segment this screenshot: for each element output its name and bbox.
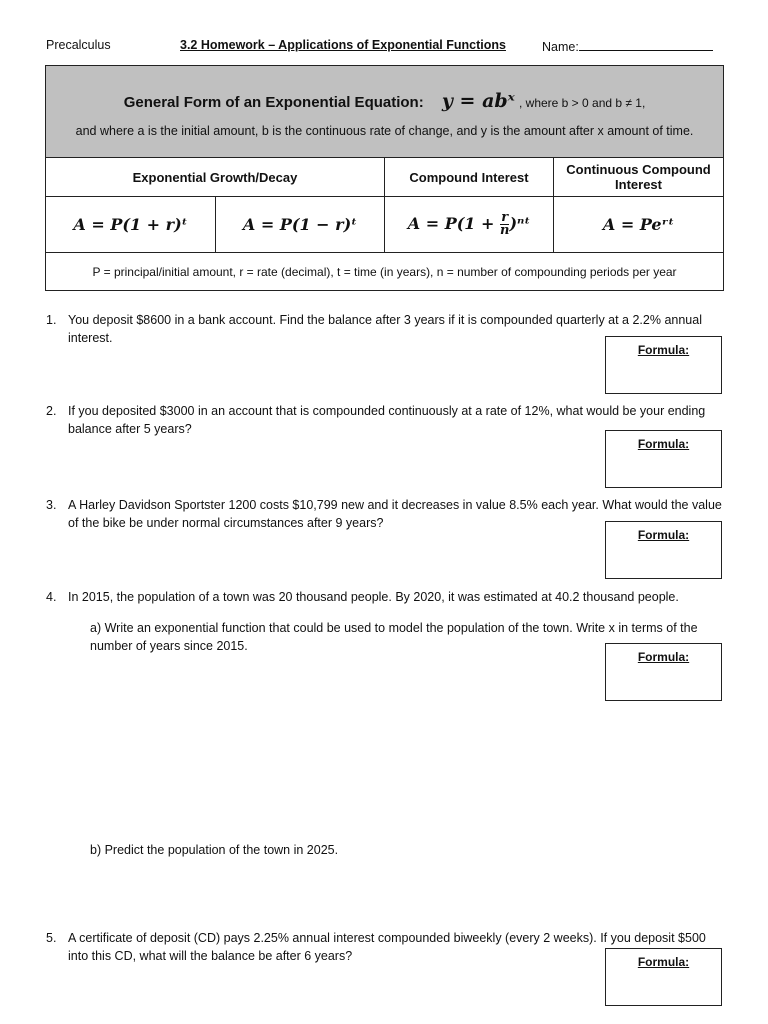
question-number: 5. bbox=[46, 931, 57, 945]
formula-box-4a[interactable] bbox=[605, 643, 722, 701]
fraction-denominator: n bbox=[499, 223, 510, 238]
name-blank-line[interactable] bbox=[579, 38, 713, 51]
question-number: 1. bbox=[46, 313, 57, 327]
header-continuous-interest: Continuous Compound Interest bbox=[554, 158, 724, 197]
general-form-label: General Form of an Exponential Equation: bbox=[123, 93, 424, 111]
formula-growth: A = P(1 + r)ᵗ bbox=[46, 197, 216, 253]
general-form-cell bbox=[46, 66, 724, 158]
formula-reference-table bbox=[45, 65, 724, 291]
question-number: 3. bbox=[46, 498, 57, 512]
question-text: If you deposited $3000 in an account that is compounded continuously at a rate of 12%, what would be your ending balance after 5 years? bbox=[68, 404, 706, 436]
formula-compound-prefix: A = P(1 + bbox=[407, 214, 495, 233]
general-form-condition: , where b > 0 and b ≠ 1, bbox=[518, 95, 646, 110]
formula-box-5[interactable] bbox=[605, 948, 722, 1006]
question-text: A certificate of deposit (CD) pays 2.25% annual interest compounded biweekly (every 2 weeks). If you deposit $500 into this CD, what will the balance be after 6 years? bbox=[68, 931, 706, 963]
general-form-equation: y = abˣ bbox=[441, 89, 515, 112]
header-compound-interest: Compound Interest bbox=[385, 158, 554, 197]
formula-label: Formula: bbox=[637, 955, 690, 969]
name-label: Name: bbox=[542, 40, 579, 54]
header-growth-decay: Exponential Growth/Decay bbox=[46, 158, 385, 197]
general-form-description: and where a is the initial amount, b is the continuous rate of change, and y is the amount after x amount of time. bbox=[75, 123, 694, 138]
formula-decay: A = P(1 − r)ᵗ bbox=[216, 197, 385, 253]
formula-label: Formula: bbox=[637, 343, 690, 357]
course-name: Precalculus bbox=[46, 38, 111, 52]
worksheet-title: 3.2 Homework – Applications of Exponential Functions bbox=[180, 38, 506, 52]
formula-label: Formula: bbox=[637, 528, 690, 542]
name-field[interactable] bbox=[542, 38, 713, 54]
formula-box-1[interactable] bbox=[605, 336, 722, 394]
question-text: You deposit $8600 in a bank account. Find the balance after 3 years if it is compounded quarterly at a 2.2% annual interest. bbox=[68, 313, 702, 345]
formula-label: Formula: bbox=[637, 650, 690, 664]
subquestion-4b: b) Predict the population of the town in 2025. bbox=[90, 843, 339, 857]
question-number: 4. bbox=[46, 590, 57, 604]
question-text: A Harley Davidson Sportster 1200 costs $10,799 new and it decreases in value 8.5% each year. What would the value of the bike be under normal circumstances after 9 years? bbox=[68, 498, 722, 530]
subquestion-4a: a) Write an exponential function that could be used to model the population of the town. Write x in terms of the number of years since 2015. bbox=[90, 621, 698, 653]
formula-box-3[interactable] bbox=[605, 521, 722, 579]
formula-label: Formula: bbox=[637, 437, 690, 451]
formula-box-2[interactable] bbox=[605, 430, 722, 488]
question-4 bbox=[46, 588, 726, 606]
variable-legend: P = principal/initial amount, r = rate (decimal), t = time (in years), n = number of compounding periods per year bbox=[46, 253, 724, 291]
question-text: In 2015, the population of a town was 20 thousand people. By 2020, it was estimated at 40.2 thousand people. bbox=[68, 590, 679, 604]
fraction-numerator: r bbox=[501, 210, 509, 225]
formula-compound bbox=[385, 197, 554, 253]
formula-compound-suffix: )ⁿᵗ bbox=[509, 214, 531, 233]
question-number: 2. bbox=[46, 404, 57, 418]
formula-continuous: A = Peʳᵗ bbox=[554, 197, 724, 253]
